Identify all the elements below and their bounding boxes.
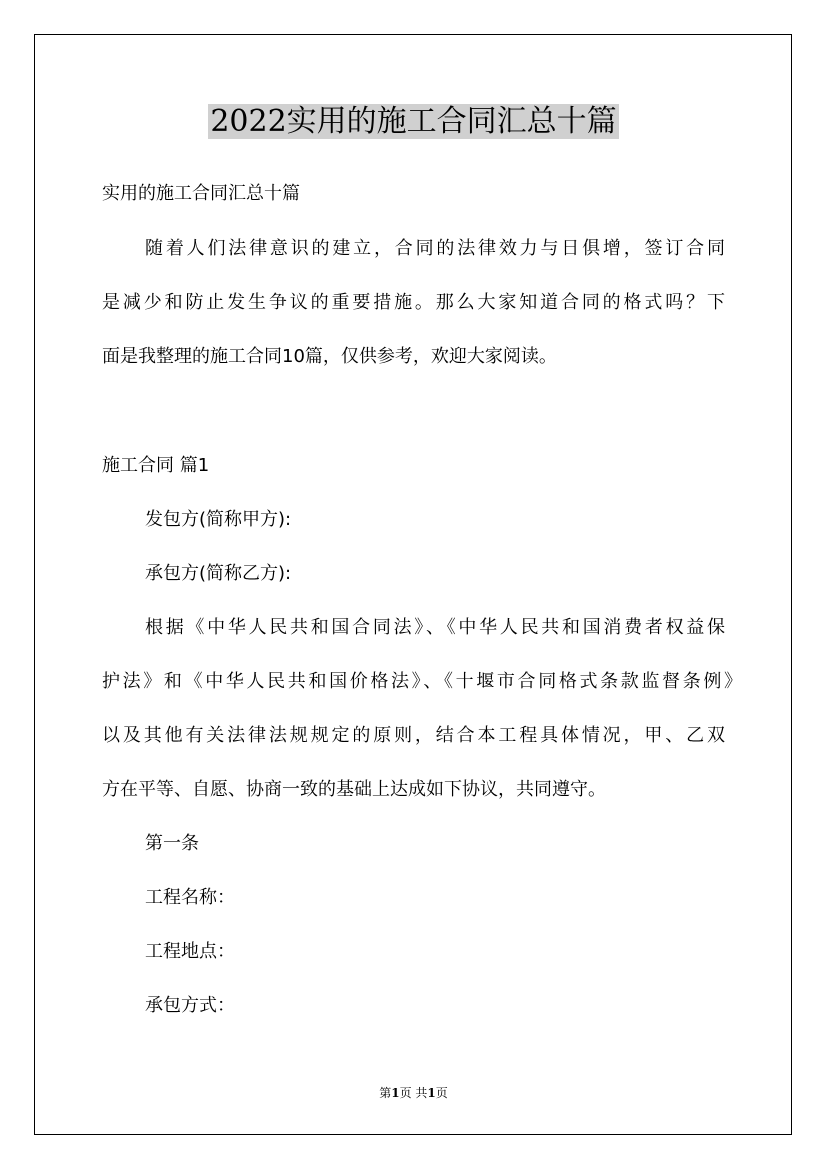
intro-line-2: 是减少和防止发生争议的重要措施。那么大家知道合同的格式吗？下 [102, 292, 725, 313]
basis-line-3: 以及其他有关法律法规规定的原则，结合本工程具体情况，甲、乙双 [102, 725, 725, 746]
basis-line-1: 根据《中华人民共和国合同法》、《中华人民共和国消费者权益保 [145, 617, 725, 638]
contract-method-line: 承包方式： [145, 995, 235, 1016]
project-location-line: 工程地点： [145, 941, 235, 962]
document-title [0, 100, 827, 144]
footer-page-number: 1 [391, 1086, 400, 1100]
party-b-line: 承包方(简称乙方): [145, 563, 292, 584]
page-footer [0, 1084, 827, 1101]
footer-mid: 页 共 [399, 1086, 428, 1100]
footer-suffix: 页 [435, 1086, 448, 1100]
intro-line-1: 随着人们法律意识的建立，合同的法律效力与日俱增，签订合同 [145, 238, 725, 259]
project-name-line: 工程名称： [145, 887, 235, 908]
party-a-line: 发包方(简称甲方): [145, 509, 292, 530]
document-subtitle: 实用的施工合同汇总十篇 [102, 183, 300, 204]
basis-line-4: 方在平等、自愿、协商一致的基础上达成如下协议，共同遵守。 [102, 779, 606, 800]
section-heading: 施工合同 篇1 [102, 455, 210, 476]
basis-line-2: 护法》和《中华人民共和国价格法》、《十堰市合同格式条款监督条例》 [102, 671, 742, 692]
intro-line-3: 面是我整理的施工合同10篇，仅供参考，欢迎大家阅读。 [102, 346, 557, 367]
footer-prefix: 第 [379, 1086, 392, 1100]
footer-total-pages: 1 [427, 1086, 436, 1100]
document-title-text: 2022实用的施工合同汇总十篇 [210, 104, 617, 139]
article-1-heading: 第一条 [145, 833, 199, 854]
